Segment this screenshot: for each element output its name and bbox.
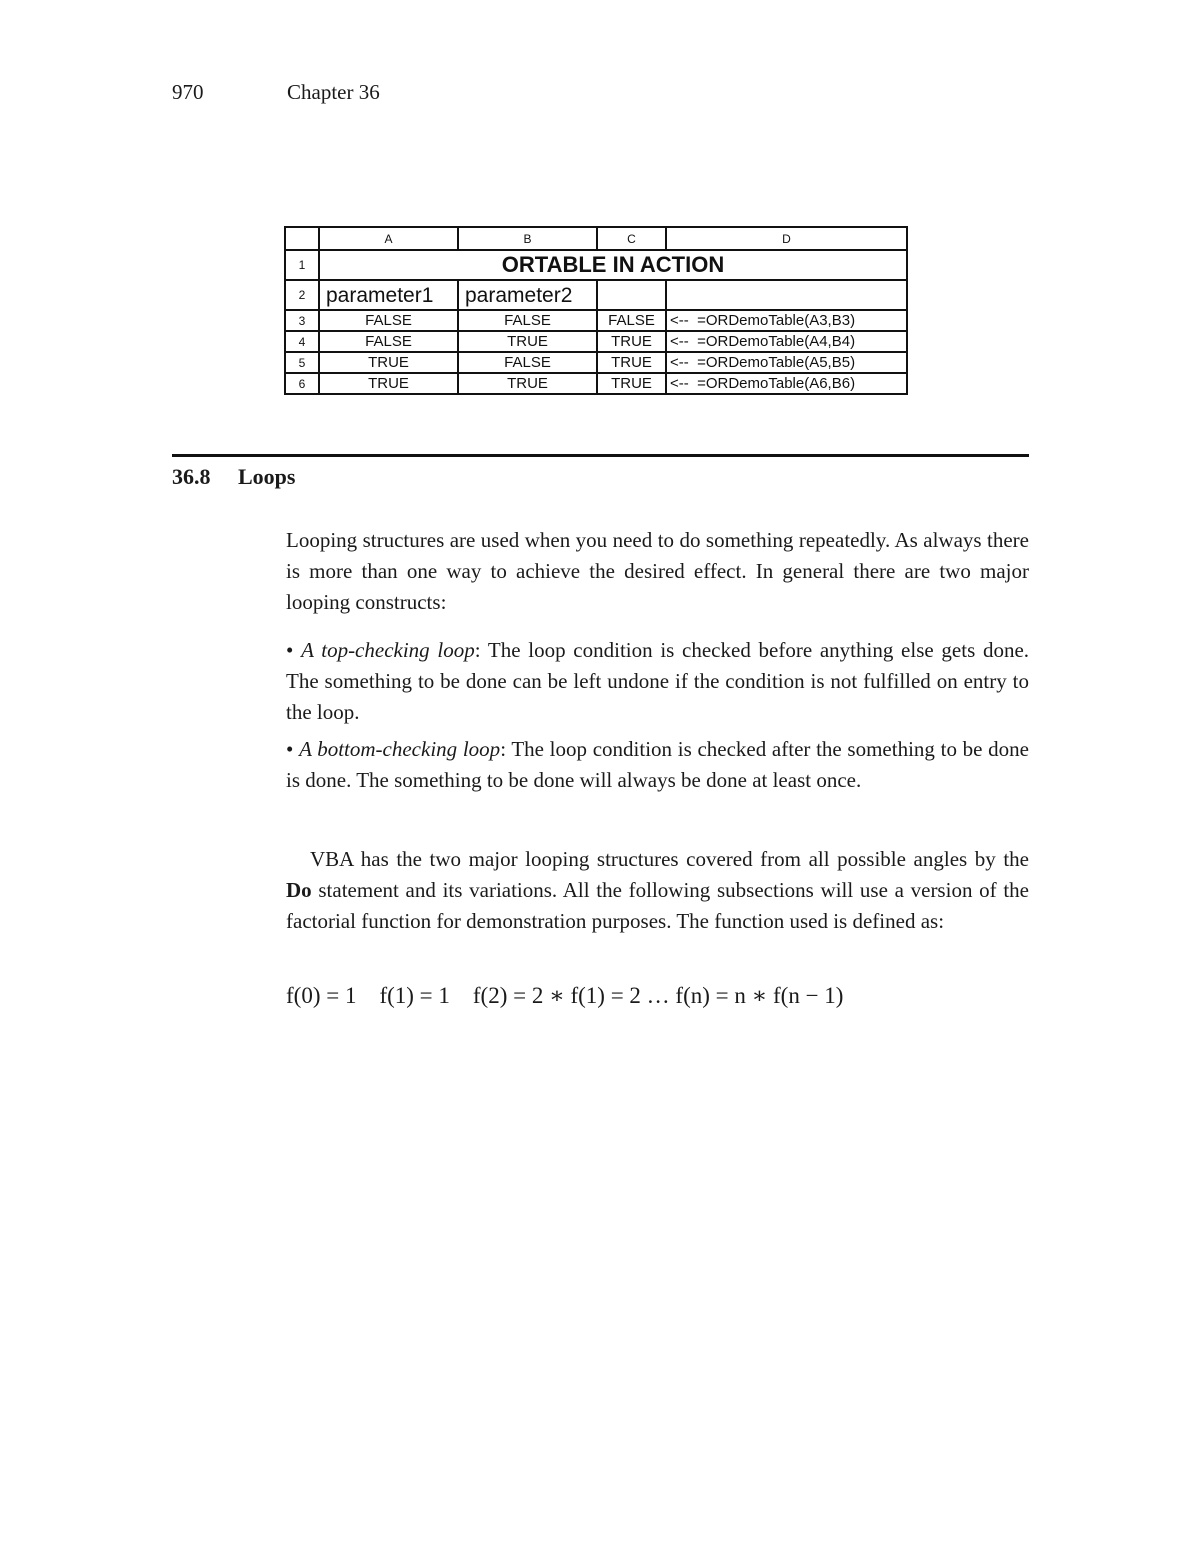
cell-c: TRUE [597,373,666,394]
running-head [172,80,380,105]
spreadsheet-figure [284,226,908,395]
row-header: 4 [285,331,319,352]
chapter-label: Chapter 36 [287,80,380,104]
sheet-row [285,352,907,373]
cell-a: FALSE [319,310,458,331]
row-header: 3 [285,310,319,331]
section-number: 36.8 [172,464,211,489]
sheet-row [285,310,907,331]
corner-cell [285,227,319,250]
cell-a: TRUE [319,352,458,373]
vba-paragraph [286,844,1029,937]
paragraph-text: statement and its variations. All the following subsections will use a version of the factorial function for demonstration purposes. The function used is defined as: [286,878,1029,933]
cell-a: TRUE [319,373,458,394]
row-header: 1 [285,250,319,280]
sheet-row [285,280,907,310]
cell-d: <-- =ORDemoTable(A3,B3) [666,310,907,331]
bullet-term: A bottom-checking loop [299,737,501,761]
cell-d: <-- =ORDemoTable(A6,B6) [666,373,907,394]
param1-label: parameter1 [319,280,458,310]
section-title: Loops [238,464,296,489]
cell-b: TRUE [458,331,597,352]
bullet-item [286,635,1029,728]
bullet-text: : The loop condition is checked before anything else gets done. The something to be done can be left undone if the condition is not fulfilled on entry to the loop. [286,638,1030,724]
section-heading [172,464,295,490]
bullet-term: A top-checking loop [301,638,475,662]
bullet-item [286,734,1029,796]
column-header: C [597,227,666,250]
bullet-marker: • [286,638,294,662]
intro-paragraph: Looping structures are used when you need to do something repeatedly. As always there is more than one way to achieve the desired effect. In general there are two major looping constructs: [286,528,1029,614]
factorial-formula: f(0) = 1 f(1) = 1 f(2) = 2 ∗ f(1) = 2 … f(n) = n ∗ f(n − 1) [286,983,844,1008]
column-header: B [458,227,597,250]
empty-cell [597,280,666,310]
sheet-row [285,373,907,394]
row-header: 6 [285,373,319,394]
bullet-marker: • [286,737,294,761]
sheet-row [285,250,907,280]
row-header: 5 [285,352,319,373]
sheet-title: ORTABLE IN ACTION [319,250,907,280]
param2-label: parameter2 [458,280,597,310]
cell-d: <-- =ORDemoTable(A4,B4) [666,331,907,352]
empty-cell [666,280,907,310]
cell-c: TRUE [597,331,666,352]
paragraph-text: VBA has the two major looping structures covered from all possible angles by the [310,847,1029,871]
cell-c: TRUE [597,352,666,373]
cell-c: FALSE [597,310,666,331]
do-keyword: Do [286,878,312,902]
row-header: 2 [285,280,319,310]
cell-d: <-- =ORDemoTable(A5,B5) [666,352,907,373]
bullet-text: : The loop condition is checked after the something to be done is done. The something to be done will always be done at least once. [286,737,1029,792]
page-number: 970 [172,80,204,104]
sheet-row [285,331,907,352]
column-header-row [285,227,907,250]
cell-a: FALSE [319,331,458,352]
section-rule [172,454,1029,457]
cell-b: FALSE [458,352,597,373]
cell-b: FALSE [458,310,597,331]
column-header: A [319,227,458,250]
cell-b: TRUE [458,373,597,394]
column-header: D [666,227,907,250]
